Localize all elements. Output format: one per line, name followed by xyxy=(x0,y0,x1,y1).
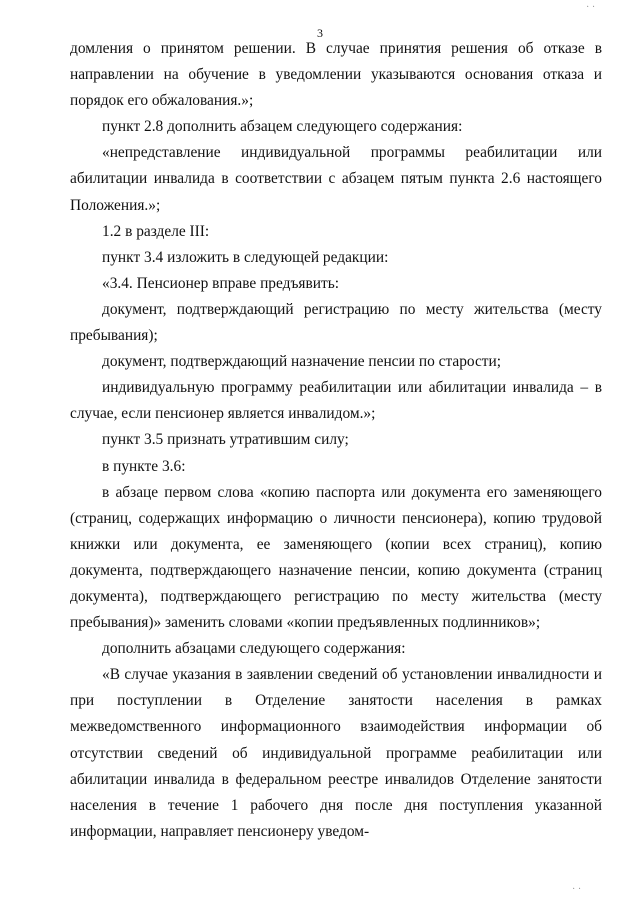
paragraph: пункт 3.4 изложить в следующей редакции: xyxy=(102,248,389,266)
document-body xyxy=(70,36,602,845)
paragraph: в пункте 3.6: xyxy=(102,457,186,475)
paragraph: дополнить абзацами следующего содержания: xyxy=(102,640,406,658)
paragraph: пункт 3.5 признать утратившим силу; xyxy=(102,431,349,449)
paragraph: в абзаце первом слова «копию паспорта или документа его заменяющего (страниц, содержащих информацию о личности пенсионера), копию трудовой книжки или документа, ее заменяющего (копии всех страниц), копию документа, подтверждающего назначение пенсии, копию документа (страниц документа), подтверждающего регистрацию по месту жительства (месту пребывания)» заменить словами «копии предъявленных подлинников»; xyxy=(70,483,602,632)
paragraph: документ, подтверждающий регистрацию по месту жительства (месту пребывания); xyxy=(70,300,602,345)
page-number: 3 xyxy=(317,26,323,40)
paragraph: документ, подтверждающий назначение пенсии по старости; xyxy=(102,353,502,371)
paragraph: индивидуальную программу реабилитации или абилитации инвалида – в случае, если пенсионер является инвалидом.»; xyxy=(70,379,602,423)
paragraph: пункт 2.8 дополнить абзацем следующего содержания: xyxy=(102,118,463,136)
paragraph: «3.4. Пенсионер вправе предъявить: xyxy=(102,274,340,292)
paragraph-continuation: домления о принятом решении. В случае принятия решения об отказе в направлении на обучение в уведомлении указываются основания отказа и порядок его обжалования.»; xyxy=(70,40,602,110)
paragraph: 1.2 в разделе III: xyxy=(102,222,210,240)
scan-artifact-top: · · xyxy=(586,2,596,13)
paragraph: «непредставление индивидуальной программы реабилитации или абилитации инвалида в соответствии с абзацем пятым пункта 2.6 настоящего Положения.»; xyxy=(70,144,602,214)
paragraph: «В случае указания в заявлении сведений об установлении инвалидности и при поступлении в Отделение занятости населения в рамках межведомственного информационного взаимодействия информации об отсутствии сведений об индивидуальной программе реабилитации или абилитации инвалида в федеральном реестре инвалидов Отделение занятости населения в течение 1 рабочего дня после дня поступления указанной информации, направляет пенсионеру уведом- xyxy=(70,666,602,840)
scan-artifact-bottom: · · xyxy=(572,884,582,895)
